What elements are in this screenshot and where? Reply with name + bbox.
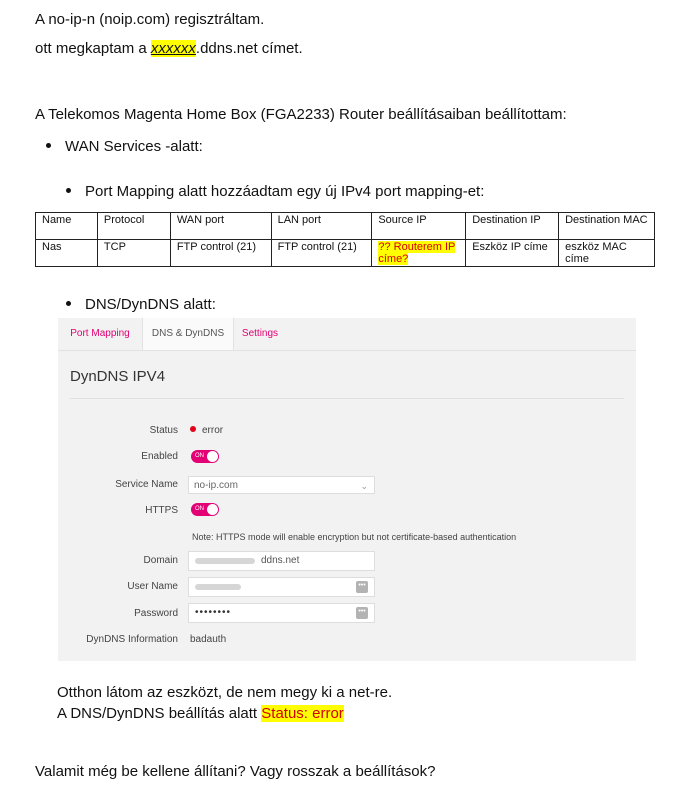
password-label: Password [134, 608, 178, 619]
bullet-port-mapping [66, 183, 484, 200]
password-input[interactable] [188, 603, 375, 623]
intro-line-2-suffix: .ddns.net címet. [195, 40, 303, 57]
closing-question: Valamit még be kellene állítani? Vagy rosszak a beállítások? [35, 763, 436, 780]
table-cell: Eszköz IP címe [466, 240, 559, 267]
bullet-dot-icon [66, 301, 71, 306]
chevron-down-icon: ⌄ [360, 481, 368, 491]
toggle-knob [207, 451, 218, 462]
service-name-select[interactable] [188, 476, 375, 494]
outro-line-1: Otthon látom az eszközt, de nem megy ki a net-re. [57, 684, 393, 701]
status-label: Status [149, 425, 178, 436]
table-cell: Nas [36, 240, 98, 267]
dyndns-settings-panel [58, 318, 636, 661]
table-cell: eszköz MAC címe [559, 240, 655, 267]
table-header-row [36, 213, 655, 240]
bullet-dot-icon [66, 188, 71, 193]
status-value [190, 425, 223, 436]
toggle-on-text: ON [195, 506, 204, 512]
password-value: •••••••• [195, 607, 232, 618]
tab-bar [58, 318, 636, 351]
bullet-wan [46, 138, 203, 155]
bullet-wan-text: WAN Services -alatt: [65, 138, 203, 155]
password-manager-icon[interactable]: ••• [356, 607, 368, 619]
username-label: User Name [127, 581, 178, 592]
status-error-dot-icon [190, 426, 196, 432]
table-cell: FTP control (21) [170, 240, 271, 267]
table-cell-source-ip [372, 240, 466, 267]
bullet-dns-text: DNS/DynDNS alatt: [85, 296, 216, 313]
toggle-knob [207, 504, 218, 515]
table-header-cell: Destination MAC [559, 213, 655, 240]
toggle-on-text: ON [195, 453, 204, 459]
bullet-dot-icon [46, 143, 51, 148]
domain-label: Domain [143, 555, 178, 566]
redacted-text [195, 558, 255, 564]
table-cell: FTP control (21) [271, 240, 372, 267]
intro-line-2-prefix: ott megkaptam a [35, 40, 151, 57]
https-note: Note: HTTPS mode will enable encryption but not certificate-based authentication [192, 532, 517, 542]
table-header-cell: WAN port [170, 213, 271, 240]
tab-port-mapping[interactable]: Port Mapping [70, 328, 130, 339]
password-manager-icon[interactable]: ••• [356, 581, 368, 593]
panel-title: DynDNS IPV4 [70, 368, 166, 385]
enabled-label: Enabled [141, 451, 178, 462]
table-header-cell: Protocol [97, 213, 170, 240]
outro-line-2 [57, 705, 344, 722]
redacted-text [195, 584, 241, 590]
status-text: error [202, 425, 224, 436]
table-cell: TCP [97, 240, 170, 267]
service-name-value: no-ip.com [194, 480, 238, 491]
hostname-highlight: xxxxxx [150, 40, 196, 57]
table-header-cell: Destination IP [466, 213, 559, 240]
table-header-cell: Source IP [372, 213, 466, 240]
table-header-cell: LAN port [271, 213, 372, 240]
table-row [36, 240, 655, 267]
port-mapping-table [35, 212, 655, 267]
enabled-toggle[interactable] [191, 450, 219, 463]
dyndns-info-label: DynDNS Information [86, 634, 178, 645]
https-toggle[interactable] [191, 503, 219, 516]
tab-settings[interactable]: Settings [241, 328, 279, 339]
outro-line-2-prefix: A DNS/DynDNS beállítás alatt [57, 705, 262, 722]
tab-dns-dyndns[interactable]: DNS & DynDNS [142, 318, 234, 350]
intro-line-2 [35, 40, 303, 57]
source-ip-highlight: ?? Routerem IP címe? [378, 241, 456, 265]
router-line: A Telekomos Magenta Home Box (FGA2233) Router beállításaiban beállítottam: [35, 106, 567, 123]
divider [70, 398, 624, 399]
domain-input[interactable] [188, 551, 375, 571]
bullet-port-mapping-text: Port Mapping alatt hozzáadtam egy új IPv4 port mapping-et: [85, 183, 485, 200]
domain-suffix: ddns.net [261, 555, 300, 566]
username-input[interactable] [188, 577, 375, 597]
service-name-label: Service Name [115, 479, 178, 490]
bullet-dns [66, 296, 216, 313]
table-header-cell: Name [36, 213, 98, 240]
https-label: HTTPS [145, 505, 178, 516]
dyndns-info-value: badauth [190, 634, 227, 645]
intro-line-1: A no-ip-n (noip.com) regisztráltam. [35, 11, 265, 28]
status-error-highlight: Status: error [261, 705, 344, 722]
